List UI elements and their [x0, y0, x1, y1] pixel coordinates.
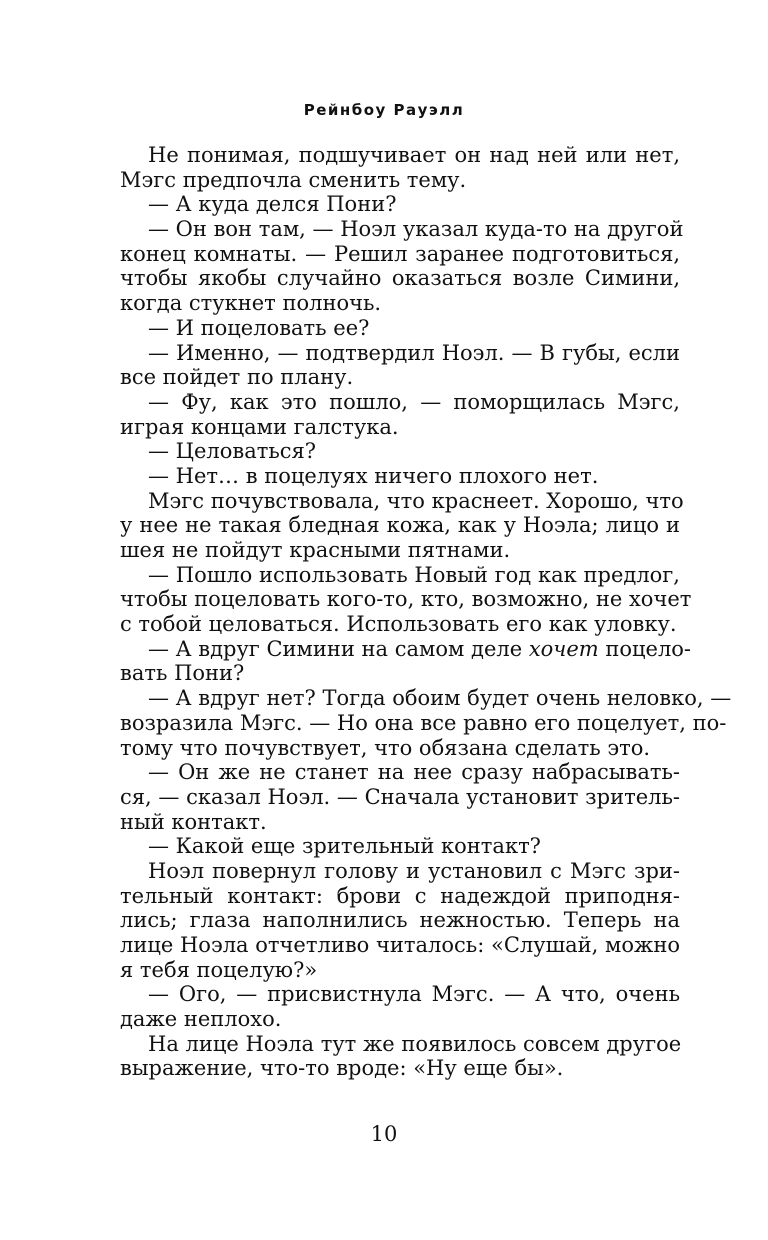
text-line: — Какой еще зрительный контакт?: [148, 834, 541, 859]
text-line: — И поцеловать ее?: [148, 315, 370, 340]
text-line: у нее не такая бледная кожа, как у Ноэла; лицо и: [120, 513, 680, 538]
text-line: Мэгс почувствовала, что краснеет. Хорошо, что: [148, 488, 684, 513]
text-line: чтобы якобы случайно оказаться возле Симини,: [120, 266, 680, 291]
text-line: возразила Мэгс. — Но она все равно его поцелует, по-: [120, 710, 727, 735]
text-line: выражение, что-то вроде: «Ну еще бы».: [120, 1056, 564, 1081]
text-line: — Он вон там, — Ноэл указал куда-то на другой: [148, 217, 684, 242]
emphasis-text: хочет: [528, 636, 599, 661]
text-line: ный контакт.: [120, 809, 267, 834]
body-text: [120, 143, 732, 1081]
text-line: даже неплохо.: [120, 1007, 282, 1032]
text-line: — А куда делся Пони?: [148, 192, 397, 217]
running-head-author: Рейнбоу Рауэлл: [303, 101, 465, 119]
text-line: ся, — сказал Ноэл. — Сначала установит зритель-: [120, 784, 680, 809]
text-line: играя концами галстука.: [120, 414, 399, 439]
text-line: чтобы поцеловать кого-то, кто, возможно, не хочет: [120, 587, 692, 612]
text-line: с тобой целоваться. Использовать его как уловку.: [120, 612, 677, 637]
text-line: тому что почувствует, что обязана сделать это.: [120, 735, 651, 760]
text-line: — Фу, как это пошло, — поморщилась Мэгс,: [148, 389, 680, 414]
text-line: — Ого, — присвистнула Мэгс. — А что, очень: [148, 982, 680, 1007]
text-line: — Пошло использовать Новый год как предлог,: [148, 562, 680, 587]
text-line: я тебя поцелую?»: [120, 957, 318, 982]
page-number: 10: [370, 1122, 398, 1146]
text-line: На лице Ноэла тут же появилось совсем другое: [148, 1031, 682, 1056]
text-line: Мэгс предпочла сменить тему.: [120, 167, 467, 192]
text-line: вать Пони?: [120, 661, 245, 686]
text-line: конец комнаты. — Решил заранее подготовиться,: [120, 241, 680, 266]
text-line: — Целоваться?: [148, 439, 317, 464]
text-line: когда стукнет полночь.: [120, 291, 382, 316]
text-line: Ноэл повернул голову и установил с Мэгс зри-: [148, 858, 680, 883]
text-line: Не понимая, подшучивает он над ней или нет,: [148, 143, 680, 167]
text-line: [120, 636, 692, 662]
text-line: шея не пойдут красными пятнами.: [120, 538, 511, 562]
text-run: — А вдруг Симини на самом деле: [148, 636, 529, 661]
text-line: — А вдруг нет? Тогда обоим будет очень неловко, —: [148, 686, 732, 711]
text-line: лись; глаза наполнились нежностью. Теперь на: [120, 908, 680, 933]
text-line: лице Ноэла отчетливо читалось: «Слушай, можно: [120, 933, 680, 957]
text-line: тельный контакт: брови с надеждой приподня-: [120, 883, 680, 908]
text-line: — Именно, — подтвердил Ноэл. — В губы, если: [148, 340, 680, 365]
text-line: все пойдет по плану.: [120, 365, 354, 390]
text-line: — Он же не станет на нее сразу набрасывать-: [148, 760, 680, 785]
text-line: — Нет… в поцелуях ничего плохого нет.: [148, 463, 599, 488]
text-run: поцело-: [598, 636, 692, 661]
